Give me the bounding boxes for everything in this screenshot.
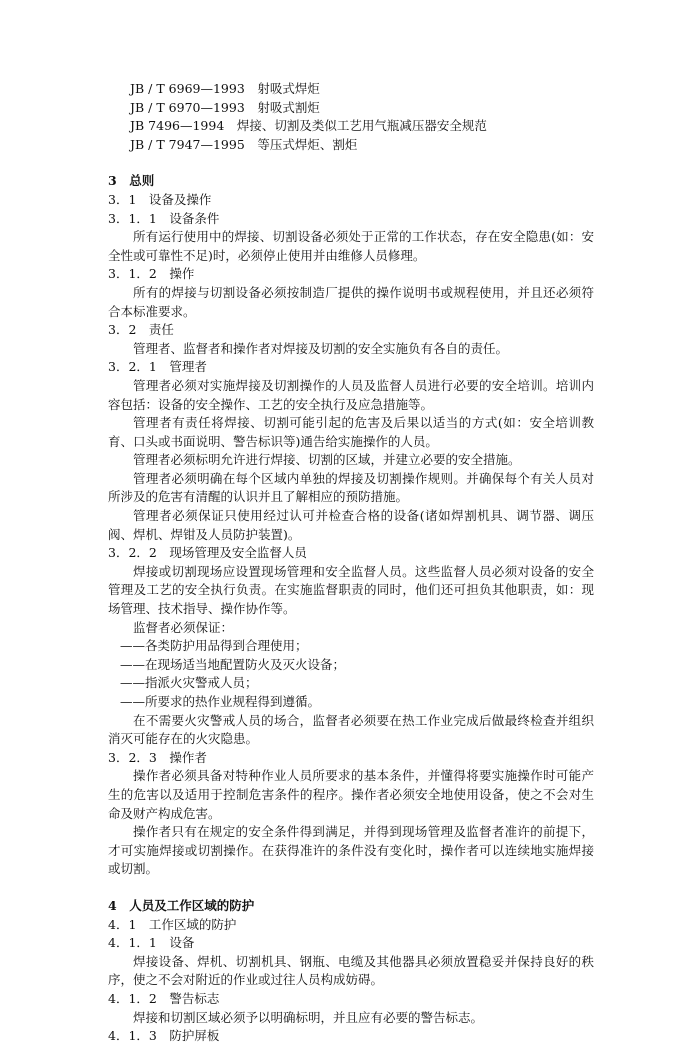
paragraph: 所有的焊接与切割设备必须按制造厂提供的操作说明书或规程使用，并且还必须符合本标准要求。 xyxy=(108,284,594,319)
list-item: ——各类防护用品得到合理使用； xyxy=(120,638,308,654)
clause-heading: 4．1．3 防护屏板 xyxy=(108,1028,220,1044)
clause-heading: 3．2．3 操作者 xyxy=(108,749,207,765)
paragraph: 管理者必须明确在每个区域内单独的焊接及切割操作规则。并确保每个有关人员对所涉及的危害有清醒的认识并且了解相应的预防措施。 xyxy=(108,470,594,505)
list-item: ——指派火灾警戒人员； xyxy=(120,675,258,691)
document-body xyxy=(108,80,594,1046)
subsection-heading: 4．1 工作区域的防护 xyxy=(108,916,237,932)
paragraph: 管理者必须保证只使用经过认可并检查合格的设备(诸如焊割机具、调节器、调压阀、焊机、焊钳及人员防护装置)。 xyxy=(108,508,594,542)
paragraph: 监督者必须保证： xyxy=(133,619,234,635)
paragraph: 操作者只有在规定的安全条件得到满足，并得到现场管理及监督者准许的前提下，才可实施焊接或切割操作。在获得准许的条件没有变化时，操作者可以连续地实施焊接或切割。 xyxy=(108,824,594,877)
list-item: ——所要求的热作业规程得到遵循。 xyxy=(120,694,321,709)
paragraph: 管理者、监督者和操作者对焊接及切割的安全实施负有各自的责任。 xyxy=(133,340,509,356)
section-heading: 3 总则 xyxy=(108,173,155,189)
paragraph: 焊接或切割现场应设置现场管理和安全监督人员。这些监督人员必须对设备的安全管理及工艺的安全执行负责。在实施监督职责的同时，他们还可担负其他职责，如：现场管理、技术指导、操作协作等。 xyxy=(108,563,594,617)
paragraph: 管理者必须对实施焊接及切割操作的人员及监督人员进行必要的安全培训。培训内容包括：设备的安全操作、工艺的安全执行及应急措施等。 xyxy=(108,377,594,412)
clause-heading: 3．2．1 管理者 xyxy=(108,359,207,375)
subsection-heading: 3．2 责任 xyxy=(108,322,174,338)
paragraph: 在不需要火灾警戒人员的场合，监督者必须要在热工作业完成后做最终检查并组织消灭可能存在的火灾隐患。 xyxy=(108,712,594,747)
section-heading: 4 人员及工作区域的防护 xyxy=(108,897,255,913)
clause-heading: 4．1．2 警告标志 xyxy=(108,990,220,1006)
reference-item: JB / T 7947—1995 等压式焊炬、割炬 xyxy=(130,136,358,152)
subsection-heading: 3．1 设备及操作 xyxy=(108,191,212,207)
paragraph: 焊接和切割区域必须予以明确标明，并且应有必要的警告标志。 xyxy=(133,1009,484,1025)
clause-heading: 4．1．1 设备 xyxy=(108,935,195,951)
paragraph: 操作者必须具备对特种作业人员所要求的基本条件，并懂得将要实施操作时可能产生的危害以及适用于控制危害条件的程序。操作者必须安全地使用设备，使之不会对生命及财产构成危害。 xyxy=(108,768,594,821)
paragraph: 管理者必须标明允许进行焊接、切割的区域，并建立必要的安全措施。 xyxy=(133,452,521,468)
clause-heading: 3．1．1 设备条件 xyxy=(108,210,220,226)
reference-item: JB / T 6969—1993 射吸式焊炬 xyxy=(130,81,320,96)
reference-item: JB / T 6970—1993 射吸式割炬 xyxy=(130,99,320,115)
clause-heading: 3．1．2 操作 xyxy=(108,266,195,282)
paragraph: 焊接设备、焊机、切割机具、钢瓶、电缆及其他器具必须放置稳妥并保持良好的秩序，使之不会对附近的作业或过往人员构成妨碍。 xyxy=(108,953,594,988)
clause-heading: 3．2．2 现场管理及安全监督人员 xyxy=(108,545,307,561)
reference-item: JB 7496—1994 焊接、切割及类似工艺用气瓶减压器安全规范 xyxy=(130,118,487,134)
paragraph: 所有运行使用中的焊接、切割设备必须处于正常的工作状态，存在安全隐患(如：安全性或可靠性不足)时，必须停止使用并由维修人员修理。 xyxy=(108,229,594,263)
paragraph: 管理者有责任将焊接、切割可能引起的危害及后果以适当的方式(如：安全培训教育、口头或书面说明、警告标识等)通告给实施操作的人员。 xyxy=(108,415,594,449)
list-item: ——在现场适当地配置防火及灭火设备； xyxy=(120,656,346,672)
